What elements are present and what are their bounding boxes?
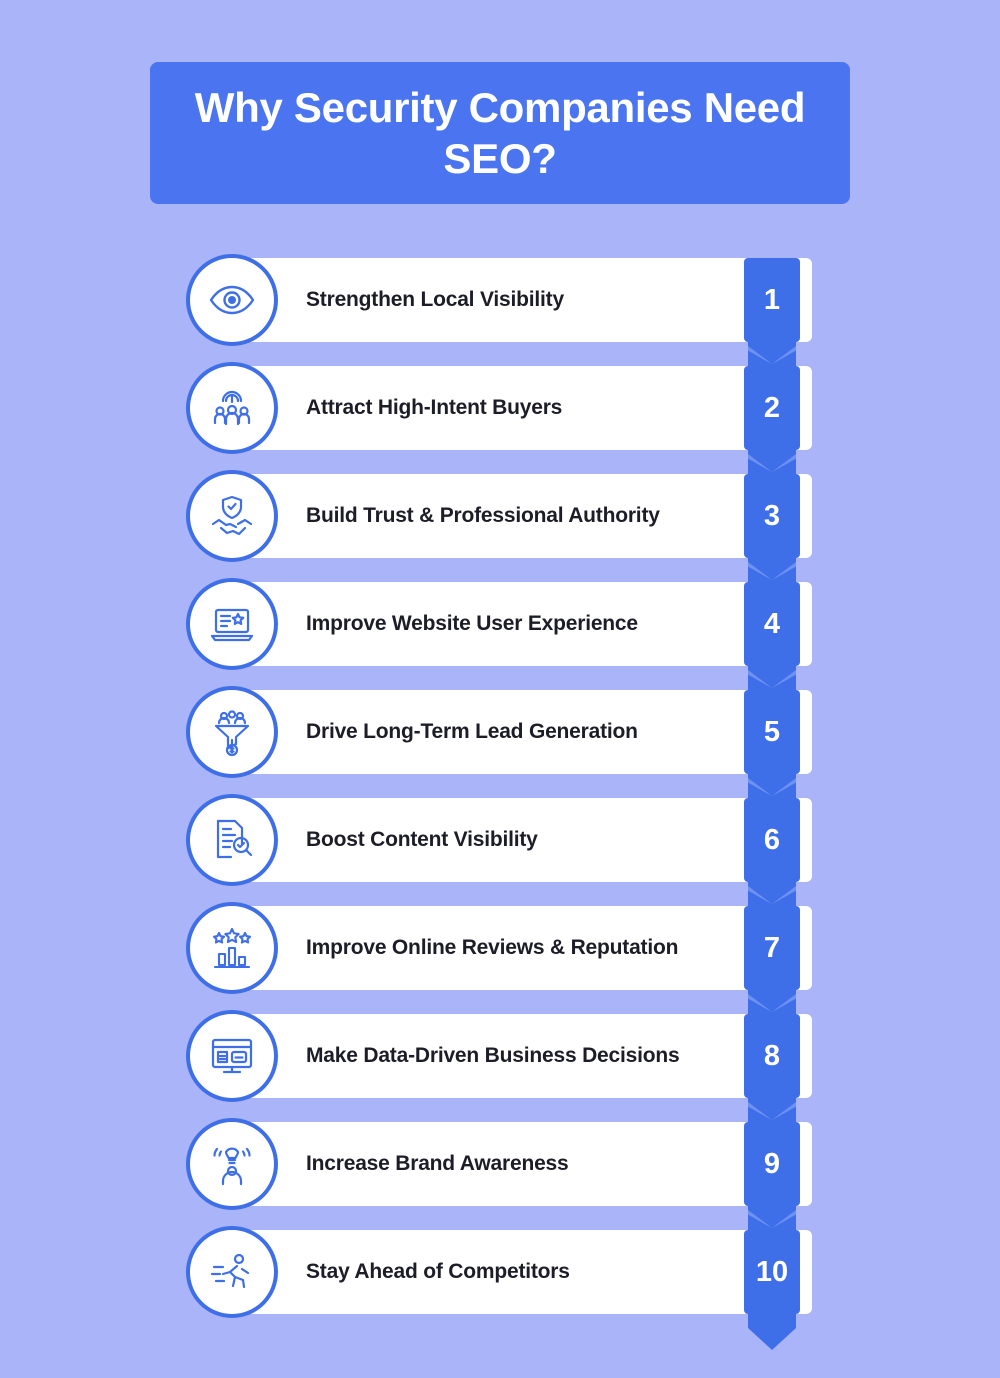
list-item-number: 4 [744,582,800,666]
target-audience-icon [186,362,278,454]
document-search-icon [186,794,278,886]
list-item [0,582,1000,666]
list-item-number: 9 [744,1122,800,1206]
list-item [0,258,1000,342]
handshake-shield-icon [186,470,278,562]
list-item-label: Make Data-Driven Business Decisions [306,1044,680,1067]
star-rating-chart-icon [186,902,278,994]
list-item-number: 10 [744,1230,800,1314]
list-item-number: 6 [744,798,800,882]
list-item-label: Attract High-Intent Buyers [306,396,563,419]
list-item-label: Strengthen Local Visibility [306,288,564,311]
lead-funnel-icon [186,686,278,778]
list-item-label: Boost Content Visibility [306,828,538,851]
list-item-label: Increase Brand Awareness [306,1152,569,1175]
eye-icon [186,254,278,346]
title-banner [150,62,850,204]
list-item-number: 8 [744,1014,800,1098]
list-item-label: Drive Long-Term Lead Generation [306,720,638,743]
benefit-list [0,258,1000,1314]
list-item-number: 2 [744,366,800,450]
seo-monitor-icon [186,1010,278,1102]
list-item [0,798,1000,882]
list-item [0,1014,1000,1098]
arrow-ribbon-tip [748,1328,796,1350]
list-item-label: Improve Online Reviews & Reputation [306,936,679,959]
list-item-label: Stay Ahead of Competitors [306,1260,570,1283]
list-item-number: 5 [744,690,800,774]
runner-icon [186,1226,278,1318]
list-item-number: 3 [744,474,800,558]
list-item-label: Build Trust & Professional Authority [306,504,660,527]
list-item [0,1122,1000,1206]
laptop-review-icon [186,578,278,670]
page-title: Why Security Companies Need SEO? [194,83,806,182]
list-item-label: Improve Website User Experience [306,612,638,635]
list-item-number: 1 [744,258,800,342]
list-item [0,1230,1000,1314]
list-item [0,366,1000,450]
brand-megaphone-icon [186,1118,278,1210]
list-item-number: 7 [744,906,800,990]
list-item [0,690,1000,774]
list-item [0,906,1000,990]
list-item [0,474,1000,558]
